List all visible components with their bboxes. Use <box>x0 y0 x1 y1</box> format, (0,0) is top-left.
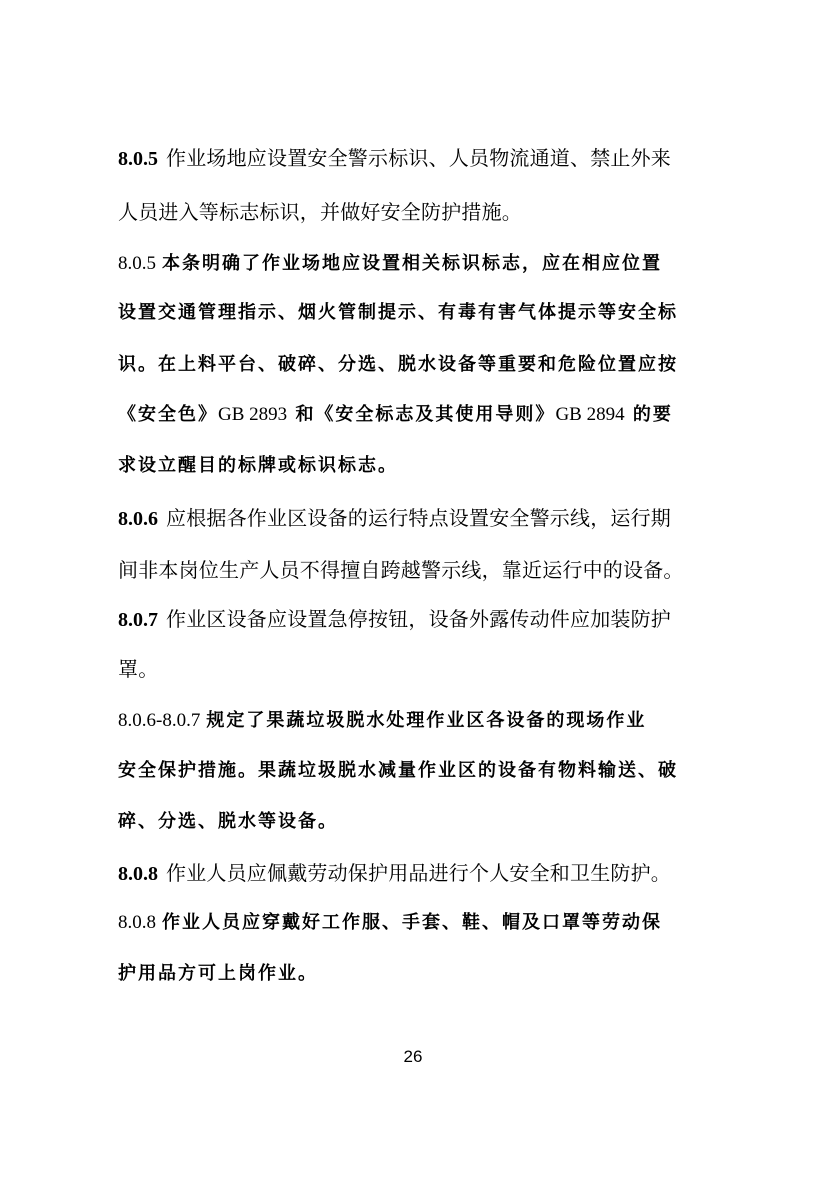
clause-number: 8.0.6 <box>118 508 158 530</box>
note-text: 和《安全标志及其使用导则》 <box>295 404 556 425</box>
note-8-0-5-line-5 <box>118 451 398 481</box>
clause-text: 间非本岗位生产人员不得擅自跨越警示线，靠近运行中的设备。 <box>118 558 684 582</box>
clause-number: 8.0.8 <box>118 863 158 885</box>
note-8-0-6-7-line-3 <box>118 807 338 837</box>
clause-text: 人员进入等标志标识，并做好安全防护措施。 <box>118 200 522 224</box>
clause-text: 作业区设备应设置急停按钮，设备外露传动件应加装防护 <box>166 607 671 631</box>
note-text: 本条明确了作业场地应设置相关标识标志，应在相应位置 <box>162 253 662 274</box>
note-8-0-8-line-2 <box>118 959 318 989</box>
clause-8-0-6-line-2 <box>118 555 684 585</box>
note-text: 设置交通管理指示、烟火管制提示、有毒有害气体提示等安全标 <box>118 302 678 323</box>
clause-number: 8.0.5 <box>118 148 158 170</box>
clause-8-0-5-line-2 <box>118 197 522 227</box>
page-number: 26 <box>403 1047 423 1066</box>
clause-text: 作业场地应设置安全警示标识、人员物流通道、禁止外来 <box>166 146 671 170</box>
note-text: 作业人员应穿戴好工作服、手套、鞋、帽及口罩等劳动保 <box>162 912 662 933</box>
clause-text: 作业人员应佩戴劳动保护用品进行个人安全和卫生防护。 <box>166 861 671 885</box>
note-text: 求设立醒目的标牌或标识标志。 <box>118 455 398 476</box>
standard-code: GB 2893 <box>218 404 288 425</box>
clause-8-0-7-line-1 <box>118 604 671 634</box>
note-text: 规定了果蔬垃圾脱水处理作业区各设备的现场作业 <box>206 710 647 731</box>
note-number: 8.0.5 <box>118 253 156 274</box>
note-text: 护用品方可上岗作业。 <box>118 963 318 984</box>
note-8-0-8-line-1 <box>118 908 662 938</box>
clause-8-0-6-line-1 <box>118 503 671 533</box>
clause-number: 8.0.7 <box>118 609 158 631</box>
note-number: 8.0.8 <box>118 912 156 933</box>
note-text: 识。在上料平台、破碎、分选、脱水设备等重要和危险位置应按 <box>118 354 678 375</box>
clause-8-0-5-line-1 <box>118 143 671 173</box>
note-number: 8.0.6-8.0.7 <box>118 710 201 731</box>
clause-text: 应根据各作业区设备的运行特点设置安全警示线，运行期 <box>166 506 671 530</box>
note-8-0-5-line-1 <box>118 249 662 279</box>
note-text: 碎、分选、脱水等设备。 <box>118 811 338 832</box>
clause-8-0-7-line-2 <box>118 654 158 684</box>
note-text: 安全保护措施。果蔬垃圾脱水减量作业区的设备有物料输送、破 <box>118 760 678 781</box>
note-8-0-5-line-2 <box>118 298 678 328</box>
note-8-0-6-7-line-2 <box>118 756 678 786</box>
clause-8-0-8-line-1 <box>118 858 671 888</box>
note-text: 《安全色》 <box>118 404 218 425</box>
note-text: 的要 <box>632 404 673 425</box>
note-8-0-5-line-4 <box>118 400 673 430</box>
note-8-0-6-7-line-1 <box>118 706 646 736</box>
clause-text: 罩。 <box>118 657 159 681</box>
standard-code: GB 2894 <box>555 404 625 425</box>
note-8-0-5-line-3 <box>118 350 678 380</box>
